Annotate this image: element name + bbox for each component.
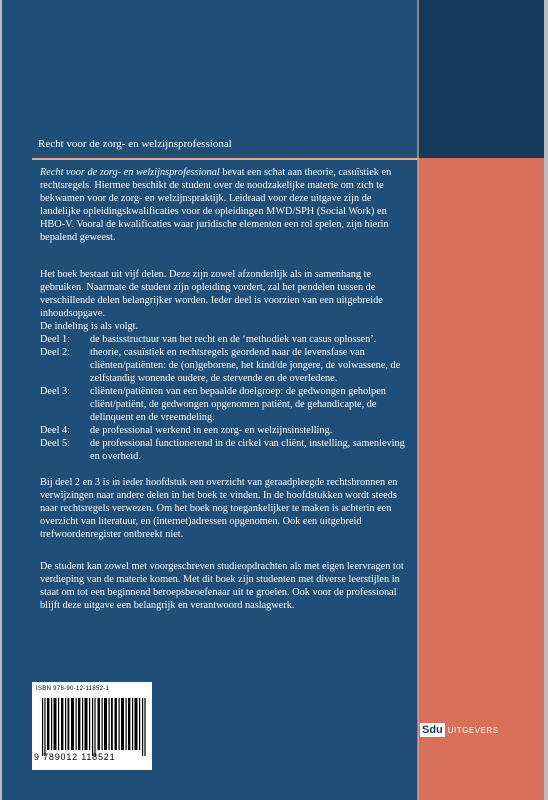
- intro-book-title: Recht voor de zorg- en welzijnsprofessional: [40, 167, 220, 178]
- deel-description: cliënten/patiënten van een bepaalde doelgroep: de gedwongen geholpen cliënt/patiënt, de gedwongen opgenomen patiënt, de gehandicapte, de delinquent en de vreemdeling.: [90, 386, 386, 423]
- deel-label: Deel 3:: [40, 386, 71, 397]
- deel-description: theorie, casuïstiek en rechtsregels geordend naar de levensfase van cliënten/patiënten: de (on)geborene, het kind/de jongere, de volwassene, de zelfstandig wonende oudere, de stervende en de overledene.: [90, 347, 401, 384]
- deel-1: [40, 333, 412, 346]
- deel-description: de basisstructuur van het recht en de ‘methodiek van casus oplossen’.: [90, 334, 377, 345]
- title-underline: [32, 158, 418, 160]
- study-paragraph: De student kan zowel met voorgeschreven studieopdrachten als met eigen leervragen tot verdieping van de materie komen. Met dit boek zijn studenten met diverse leerstijlen in staat om tot een beginnend beroepsbeoefenaar uit te groeien. Ook voor de professional blijft deze uitgave een belangrijk en verantwoord naslagwerk.: [40, 561, 404, 611]
- deel-label: Deel 1:: [40, 334, 71, 345]
- top-right-panel: [418, 0, 544, 158]
- indeling-line: De indeling is als volgt.: [40, 321, 139, 332]
- deel-label: Deel 5:: [40, 438, 71, 449]
- back-cover: [2, 0, 544, 800]
- deel-4: [40, 424, 412, 437]
- deel-label: Deel 4:: [40, 425, 71, 436]
- deel-label: Deel 2:: [40, 347, 71, 358]
- structure-paragraph: Het boek bestaat uit vijf delen. Deze zijn zowel afzonderlijk als in samenhang te gebruiken. Naarmate de student zijn opleiding vordert, zal het pendelen tussen de verschillende delen belangrijker worden. Ieder deel is voorzien van een uitgebreide inhoudsopgave.: [40, 269, 383, 319]
- deel-3: [40, 385, 412, 424]
- deel-5: [40, 437, 412, 463]
- barcode-label: [32, 682, 152, 770]
- publisher-name: UITGEVERS: [447, 725, 499, 735]
- sdu-logo-mark: Sdu: [422, 724, 443, 736]
- deel-description: de professional werkend in een zorg- en welzijnsinstelling.: [90, 425, 333, 436]
- barcode-icon: [42, 698, 146, 756]
- sources-paragraph: Bij deel 2 en 3 is in ieder hoofdstuk een overzicht van geraadpleegde rechtsbronnen en verwijzingen naar andere delen in het boek te vinden. In de hoofdstukken wordt steeds naar rechtsregels verwezen. Om het boek nog toegankelijker te maken is achterin een overzicht van literatuur, en (internet)adressen opgenomen. Ook een uitgebreid trefwoordenregister ontbreekt niet.: [40, 477, 398, 540]
- intro-paragraph: [40, 166, 412, 244]
- deel-2: [40, 346, 412, 385]
- publisher-logo: [420, 723, 499, 737]
- isbn-text: ISBN 978-90-12-11852-1: [36, 686, 110, 692]
- intro-body: bevat een schat aan theorie, casuïstiek en rechtsregels. Hiermee beschikt de student over de noodzakelijke materie om zich te bekwamen voor de zorg- en welzijnspraktijk. Leidraad voor deze uitgave zijn de landelijke opleidingskwalificaties voor de opleidingen MWD/SPH (Social Work) en HBO-V. Vooral de kwalificaties waar juridische elementen een rol spelen, zijn hierin bepalend geweest.: [40, 167, 392, 243]
- vertical-divider: [417, 0, 419, 800]
- barcode-number: 9 789012 118521: [34, 752, 116, 762]
- series-title: Recht voor de zorg- en welzijnsprofessional: [38, 138, 232, 150]
- deel-description: de professional functionerend in de cirkel van cliënt, instelling, samenleving en overheid.: [90, 438, 405, 462]
- structure-section: [40, 268, 412, 463]
- orange-stripe: [418, 158, 544, 800]
